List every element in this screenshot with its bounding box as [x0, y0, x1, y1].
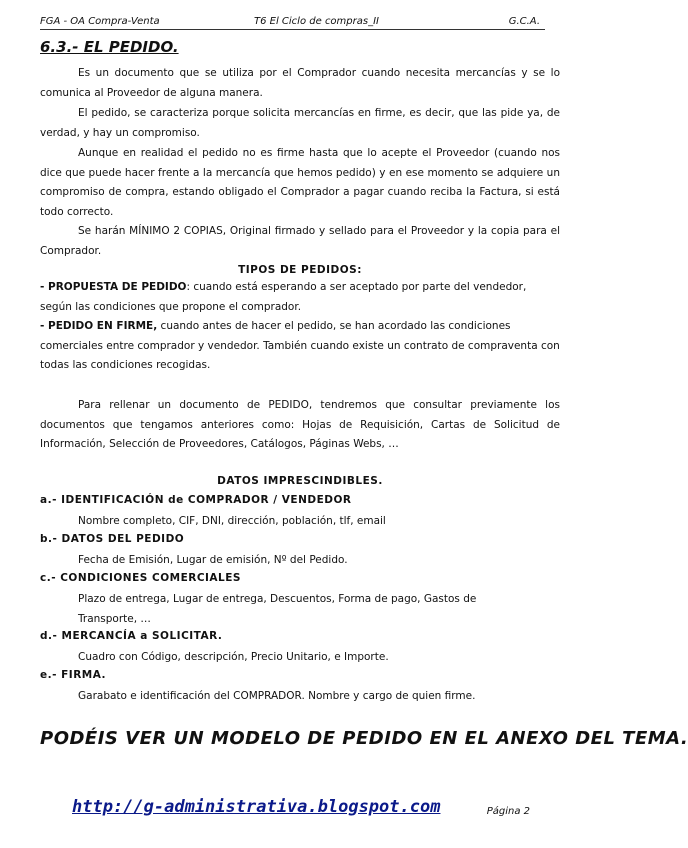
- header-divider: [40, 29, 545, 30]
- blog-link[interactable]: http://g-administrativa.blogspot.com: [72, 797, 441, 817]
- datos-section-title: d.- MERCANCÍA a SOLICITAR.: [40, 630, 223, 642]
- paragraph-definition: Es un documento que se utiliza por el Comprador cuando necesita mercancías y se lo comunica al Proveedor de alguna manera.: [40, 67, 560, 99]
- tipo-propuesta-label: - PROPUESTA DE PEDIDO: [40, 281, 187, 293]
- datos-heading: DATOS IMPRESCINDIBLES.: [217, 475, 383, 487]
- datos-section-title: e.- FIRMA.: [40, 669, 107, 681]
- header-center: T6 El Ciclo de compras_II: [254, 16, 379, 27]
- datos-section-body: Garabato e identificación del COMPRADOR. Nombre y cargo de quien firme.: [78, 690, 476, 702]
- tipo-firme: [40, 317, 560, 376]
- tipo-firme-text: cuando antes de hacer el pedido, se han acordado las condiciones comerciales entre comprador y vendedor. También cuando existe un contrato de compraventa con todas las condiciones recogidas.: [40, 320, 560, 371]
- tipo-propuesta-text: : cuando está esperando a ser aceptado por parte del vendedor, según las condiciones que propone el comprador.: [40, 281, 527, 313]
- tipo-propuesta: [40, 278, 560, 317]
- tipo-firme-label: - PEDIDO EN FIRME,: [40, 320, 158, 332]
- annex-note: PODÉIS VER UN MODELO DE PEDIDO EN EL ANEXO DEL TEMA.: [40, 728, 688, 749]
- datos-section-title: a.- IDENTIFICACIÓN de COMPRADOR / VENDEDOR: [40, 494, 352, 506]
- datos-section-body: Plazo de entrega, Lugar de entrega, Descuentos, Forma de pago, Gastos de Transporte, …: [78, 593, 477, 625]
- header-left: FGA - OA Compra-Venta: [40, 16, 160, 27]
- datos-section-body: Fecha de Emisión, Lugar de emisión, Nº del Pedido.: [78, 554, 348, 566]
- datos-section-title: c.- CONDICIONES COMERCIALES: [40, 572, 241, 584]
- paragraph-acceptance: Aunque en realidad el pedido no es firme hasta que lo acepte el Proveedor (cuando nos dice que puede hacer frente a la mercancía que hemos pedido) y en ese momento se adquiere un compromiso de compra, estando obligado el Comprador a pagar cuando reciba la Factura, si está todo correcto.: [40, 147, 560, 218]
- datos-section-body: Nombre completo, CIF, DNI, dirección, población, tlf, email: [78, 515, 386, 527]
- paragraph-rellenar: Para rellenar un documento de PEDIDO, tendremos que consultar previamente los documentos que tengamos anteriores como: Hojas de Requisición, Cartas de Solicitud de Información, Selección de Proveedores, Catálogos, Páginas Webs, …: [40, 399, 560, 450]
- paragraph-copies: Se harán MÍNIMO 2 COPIAS, Original firmado y sellado para el Proveedor y la copia para el Comprador.: [40, 225, 560, 257]
- section-title: 6.3.- EL PEDIDO.: [40, 38, 179, 56]
- page-header: [40, 12, 560, 30]
- paragraph-characteristic: El pedido, se caracteriza porque solicita mercancías en firme, es decir, que las pide ya, de verdad, y hay un compromiso.: [40, 107, 560, 139]
- datos-section-title: b.- DATOS DEL PEDIDO: [40, 533, 185, 545]
- header-right: G.C.A.: [508, 16, 540, 27]
- page-number: Página 2: [486, 806, 530, 817]
- tipos-heading: TIPOS DE PEDIDOS:: [238, 264, 362, 276]
- datos-section-body: Cuadro con Código, descripción, Precio Unitario, e Importe.: [78, 651, 389, 663]
